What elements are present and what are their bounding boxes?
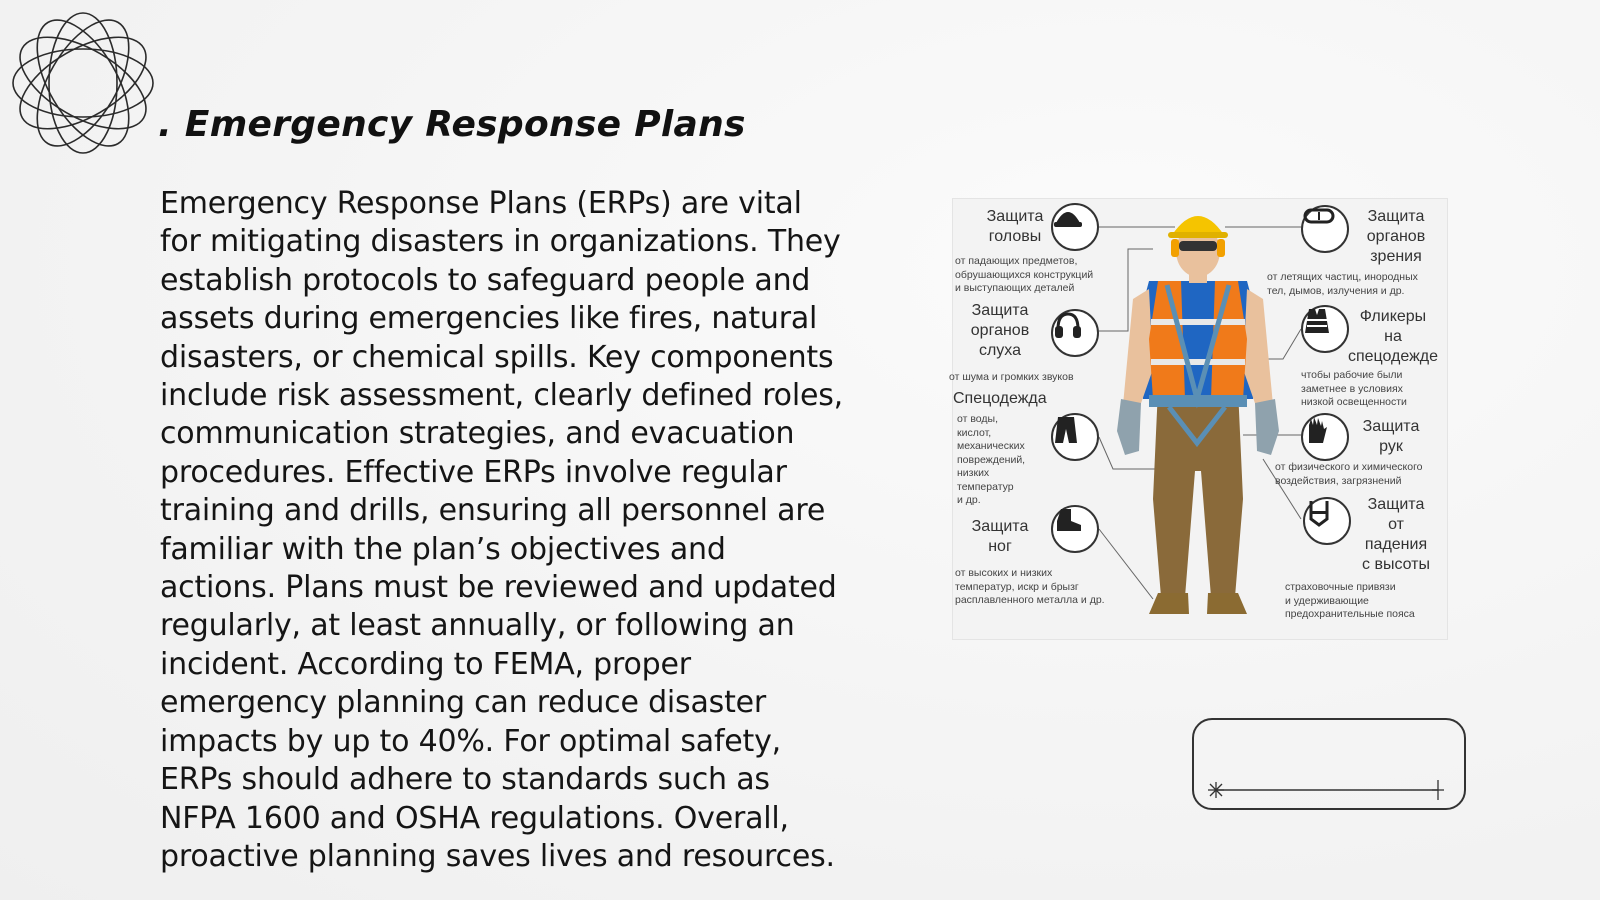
note-hand-protection: от физического и химического воздействия, загрязнений xyxy=(1275,461,1423,487)
ppe-infographic xyxy=(949,198,1448,640)
label-eye-protection: Защита органов зрения xyxy=(1366,208,1426,265)
note-reflectors: чтобы рабочие были заметнее в условиях низкой освещенности xyxy=(1301,369,1407,408)
label-reflectors: Фликеры на спецодежде xyxy=(1347,308,1439,365)
note-head-protection: от падающих предметов, обрушающихся конструкций и выступающих деталей xyxy=(955,255,1094,294)
decorative-frame xyxy=(1192,718,1466,810)
label-fall-protection: Защита от падения с высоты xyxy=(1362,496,1430,573)
label-head-protection: Защита головы xyxy=(986,208,1044,245)
slide-title: . Emergency Response Plans xyxy=(158,104,746,145)
note-hearing-protection: от шума и громких звуков xyxy=(949,371,1074,383)
label-work-clothing: Спецодежда xyxy=(953,390,1047,407)
note-fall-protection: страховочные привязи и удерживающие предохранительные пояса xyxy=(1285,581,1415,620)
label-hearing-protection: Защита органов слуха xyxy=(970,302,1030,359)
note-work-clothing: от воды, кислот, механических повреждений, низких температур и др. xyxy=(957,413,1026,506)
hard-hat-icon xyxy=(1051,203,1099,251)
earmuffs-icon xyxy=(1051,309,1099,357)
orbit-logo-icon xyxy=(10,10,156,156)
note-eye-protection: от летящих частиц, инородных тел, дымов, излучения и др. xyxy=(1267,271,1418,297)
label-foot-protection: Защита ног xyxy=(971,518,1029,555)
overalls-icon xyxy=(1051,413,1099,461)
slide-body-text: Emergency Response Plans (ERPs) are vital for mitigating disasters in organizations. They establish protocols to safeguard people and assets during emergencies like fires, natural disasters, or chemical spills. Key components include risk assessment, clearly defined roles, communication strategies, and evacuation procedures. Effective ERPs involve regular training and drills, ensuring all personnel are familiar with the plan’s objectives and actions. Plans must be reviewed and updated regularly, at least annually, or following an incident. According to FEMA, proper emergency planning can reduce disaster impacts by up to 40%. For optimal safety, ERPs should adhere to standards such as NFPA 1600 and OSHA regulations. Overall, proactive planning saves lives and resources. xyxy=(160,186,843,874)
glove-icon xyxy=(1301,413,1349,461)
label-hand-protection: Защита рук xyxy=(1362,418,1420,455)
note-foot-protection: от высоких и низких температур, искр и брызг расплавленного металла и др. xyxy=(955,567,1105,606)
boot-icon xyxy=(1051,505,1099,553)
goggles-icon xyxy=(1301,205,1349,253)
harness-icon xyxy=(1303,497,1351,545)
